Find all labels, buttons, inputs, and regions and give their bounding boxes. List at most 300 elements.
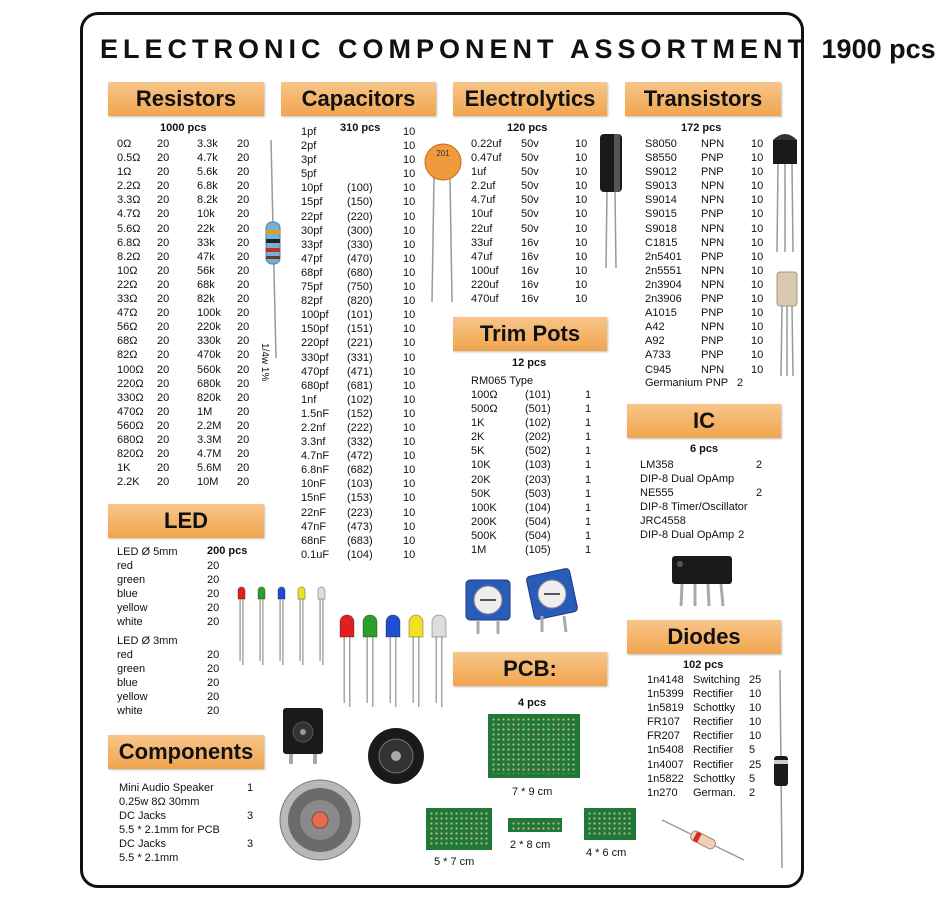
transistor-cell-col3: 10 [751,293,764,306]
trimpot-cell-col3: 1 [585,445,592,458]
rectifier-diode-image [768,670,794,870]
resistor-cell-col1: 100Ω [117,363,144,376]
led-3mm-label: LED Ø 3mm [117,635,178,647]
capacitor-cell-col1: 1pf [301,126,317,138]
resistor-row [117,447,257,461]
diode-cell-col3: 25 [749,758,762,771]
transistor-cell-col1: A42 [645,321,665,334]
capacitor-cell-col1: 22pf [301,210,323,223]
resistor-row [117,137,257,151]
capacitor-cell-col3: 10 [403,196,416,209]
electrolytic-row [471,151,589,165]
trimpot-cell-col1: 20K [471,473,491,486]
resistor-cell-col2: 20 [157,250,170,263]
resistor-cell-col1: 1K [117,462,131,475]
trimpot-cell-col3: 1 [585,501,592,514]
transistor-cell-col1: S9018 [645,222,677,235]
diode-row [647,701,763,715]
resistor-cell-col1: 5.6Ω [117,222,141,235]
dc-jack-pcb-image [275,698,335,768]
resistor-cell-col3: 68k [197,278,215,291]
led-3mm-cell-col1: white [117,705,143,718]
trimpot-cell-col1: 10K [471,459,491,472]
transistor-cell-col1: 2n3904 [645,278,682,291]
resistor-cell-col1: 1Ω [117,166,132,179]
electrolytic-cell-col1: 22uf [471,222,493,235]
resistor-row [117,292,257,306]
resistor-cell-col2: 20 [157,391,170,404]
glass-diode-image [660,812,746,866]
trimpot-cell-col2: (203) [525,473,551,486]
capacitor-cell-col3: 10 [403,351,416,364]
trim-pot-image [460,562,600,642]
electrolytic-cell-col2: 16v [521,293,539,306]
resistor-cell-col3: 680k [197,377,221,390]
electrolytic-cell-col2: 50v [521,208,539,221]
led-5mm-cell-col2: 20 [207,560,220,572]
capacitor-row [301,167,421,181]
component-cell-col2: 1 [247,782,254,794]
diode-cell-col2: German. [693,786,736,799]
electrolytic-row [471,179,589,193]
resistor-row [117,151,257,165]
electrolytic-row [471,278,589,292]
capacitor-row [301,520,421,534]
resistor-cell-col2: 20 [157,194,170,207]
electrolytic-cell-col1: 0.22uf [471,138,502,150]
resistor-row [117,475,257,489]
capacitor-cell-col2: (472) [347,450,373,463]
resistor-cell-col1: 33Ω [117,293,138,306]
capacitor-row [301,506,421,520]
capacitor-row [301,534,421,548]
resistor-row [117,222,257,236]
trimpot-cell-col1: 1M [471,544,487,557]
capacitor-row [301,195,421,209]
pcb-header: PCB: [453,652,607,686]
capacitors-header: Capacitors [281,82,436,116]
resistor-cell-col3: 2.2M [197,419,222,432]
resistor-cell-col3: 3.3k [197,138,218,150]
capacitor-cell-col1: 10nF [301,478,327,491]
capacitor-row [301,224,421,238]
resistor-cell-col2: 20 [157,278,170,291]
diode-cell-col3: 2 [749,786,756,799]
component-cell-col1: Mini Audio Speaker [119,782,214,794]
led-3mm-cell-col2: 20 [207,705,220,718]
led-pcs: 200 pcs [207,545,248,557]
resistor-cell-col4: 20 [237,250,250,263]
led-5mm-2 [386,615,400,707]
trimpot-cell-col1: 200K [471,515,497,528]
led-3mm-row [117,648,227,662]
resistor-cell-col1: 82Ω [117,349,138,362]
led-3mm-cell-col1: red [117,649,133,661]
resistor-cell-col1: 220Ω [117,377,144,390]
title-count: 1900 pcs [821,34,936,64]
capacitor-cell-col2: (820) [347,295,373,308]
transistor-cell-col3: 10 [751,194,764,207]
electrolytic-cell-col3: 10 [575,180,588,193]
transistors-header: Transistors [625,82,781,116]
transistor-cell-col1: S8550 [645,152,677,165]
diode-cell-col2: Rectifier [693,730,734,743]
ic-qty: 2 [756,459,763,471]
resistor-cell-col3: 3.3M [197,433,222,446]
capacitor-cell-col3: 10 [403,393,416,406]
trimpots-type: RM065 Type [471,375,534,387]
transistor-cell-col1: S8050 [645,138,677,150]
resistor-cell-col3: 820k [197,391,221,404]
led-5mm-label: LED Ø 5mm [117,546,178,558]
transistor-cell-col3: 10 [751,307,764,320]
transistor-row [645,250,765,264]
resistor-cell-col4: 20 [237,264,250,277]
capacitor-row [301,449,421,463]
diode-cell-col1: 1n5399 [647,688,684,701]
capacitor-cell-col2: (681) [347,379,373,392]
trimpots-list [471,388,595,557]
trimpot-cell-col3: 1 [585,459,592,472]
transistor-cell-col3: 10 [751,278,764,291]
trimpot-cell-col1: 50K [471,487,491,500]
trimpot-row [471,515,595,529]
capacitor-cell-col3: 10 [403,238,416,251]
diode-cell-col1: 1n5408 [647,744,684,757]
resistor-row [117,334,257,348]
diode-row [647,729,763,743]
capacitor-cell-col1: 1nf [301,393,317,406]
electrolytic-cell-col2: 50v [521,180,539,193]
transistor-cell-col2: NPN [701,264,725,277]
trimpot-cell-col2: (504) [525,515,551,528]
germanium-row [645,376,743,390]
resistor-cell-col3: 470k [197,349,221,362]
resistor-row [117,405,257,419]
component-cell-col1: 0.25w 8Ω 30mm [119,796,200,809]
capacitor-cell-col2: (680) [347,266,373,279]
capacitor-row [301,491,421,505]
transistor-row [645,179,765,193]
trimpot-row [471,473,595,487]
capacitor-row [301,322,421,336]
resistors-pcs: 1000 pcs [160,122,207,134]
electrolytic-cell-col2: 50v [521,138,539,150]
capacitor-cell-col2: (470) [347,252,373,265]
transistor-row [645,222,765,236]
diode-cell-col1: 1n4148 [647,674,684,686]
diode-cell-col3: 10 [749,716,762,729]
capacitor-cell-col1: 2pf [301,140,317,153]
resistor-cell-col1: 47Ω [117,307,138,320]
electrolytic-row [471,207,589,221]
capacitor-cell-col2: (101) [347,309,373,322]
resistor-cell-col1: 4.7Ω [117,208,141,221]
ic-name: JRC4558 [640,515,686,528]
resistor-cell-col1: 560Ω [117,419,144,432]
component-cell-col1: 5.5 * 2.1mm for PCB [119,824,220,837]
capacitor-cell-col1: 30pf [301,224,323,237]
ic-qty: 2 [738,529,745,542]
trimpot-cell-col2: (102) [525,417,551,430]
component-cell-col1: DC Jacks [119,810,167,823]
resistor-row [117,250,257,264]
trimpot-cell-col1: 100Ω [471,389,498,401]
electrolytic-cell-col3: 10 [575,236,588,249]
resistor-row [117,193,257,207]
transistor-cell-col2: PNP [701,335,724,348]
capacitor-cell-col3: 10 [403,154,416,167]
capacitor-cell-col3: 10 [403,126,416,138]
capacitor-cell-col3: 10 [403,534,416,547]
capacitor-cell-col3: 10 [403,140,416,153]
trimpot-cell-col3: 1 [585,529,592,542]
led-5mm-row [117,559,227,573]
component-row [119,837,257,851]
germanium-label: Germanium PNP [645,377,728,389]
diode-cell-col3: 10 [749,730,762,743]
capacitor-cell-col2: (100) [347,182,373,195]
capacitor-cell-col2: (152) [347,407,373,420]
electrolytic-cell-col2: 50v [521,194,539,207]
electrolytic-cell-col1: 47uf [471,250,493,263]
resistor-cell-col4: 20 [237,166,250,179]
electrolytic-cell-col1: 100uf [471,264,499,277]
resistor-cell-col3: 100k [197,307,221,320]
trimpot-row [471,543,595,557]
capacitor-cell-col2 [347,167,403,181]
transistor-cell-col3: 10 [751,138,764,150]
capacitors-pcs: 310 pcs [340,122,381,134]
resistor-row [117,179,257,193]
capacitor-row [301,421,421,435]
transistors-list [645,137,765,377]
resistor-cell-col2: 20 [157,222,170,235]
electrolytic-cell-col3: 10 [575,278,588,291]
transistor-cell-col2: NPN [701,180,725,193]
resistor-cell-col2: 20 [157,180,170,193]
diode-row [647,743,763,757]
capacitor-cell-col1: 470pf [301,365,329,378]
led-3mm-row [117,690,227,704]
dip8-ic-image [668,552,740,610]
transistor-row [645,151,765,165]
diode-cell-col2: Switching [693,674,741,686]
resistor-row [117,461,257,475]
resistor-cell-col2: 20 [157,448,170,461]
led-5mm-row [117,573,227,587]
transistor-cell-col2: NPN [701,194,725,207]
trimpot-cell-col1: 2K [471,431,485,444]
title-text: ELECTRONIC COMPONENT ASSORTMENT [100,34,810,64]
trimpot-cell-col3: 1 [585,431,592,444]
electrolytic-cell-col1: 4.7uf [471,194,496,207]
capacitor-cell-col3: 10 [403,309,416,322]
resistor-cell-col2: 20 [157,236,170,249]
resistor-cell-col4: 20 [237,476,250,489]
electrolytic-cell-col3: 10 [575,208,588,221]
resistor-cell-col2: 20 [157,335,170,348]
component-cell-col1: DC Jacks [119,838,167,851]
resistor-cell-col1: 0.5Ω [117,152,141,165]
capacitor-cell-col1: 6.8nF [301,464,330,477]
led-5mm-0 [340,615,354,707]
resistor-cell-col2: 20 [157,349,170,362]
led-5mm-cell-col1: yellow [117,602,148,615]
resistor-cell-col1: 470Ω [117,405,144,418]
capacitor-row [301,181,421,195]
resistor-cell-col2: 20 [157,363,170,376]
capacitor-cell-col1: 33pf [301,238,323,251]
resistors-list [117,137,257,489]
capacitor-cell-col3: 10 [403,365,416,378]
trimpots-pcs: 12 pcs [512,357,547,369]
resistor-cell-col3: 6.8k [197,180,218,193]
resistor-cell-col2: 20 [157,476,170,489]
transistor-cell-col2: NPN [701,222,725,235]
diode-cell-col1: 1n5819 [647,702,684,715]
led-5mm-3 [409,615,423,707]
electrolytic-cell-col3: 10 [575,222,588,235]
resistor-row [117,264,257,278]
capacitor-cell-col1: 0.1uF [301,548,330,561]
resistor-cell-col1: 0Ω [117,138,132,150]
resistor-spec-note: 1/4w 1% [259,343,270,382]
led-3mm-1 [258,587,265,665]
capacitor-cell-col3: 10 [403,407,416,420]
ic-header: IC [627,404,781,438]
capacitor-cell-col2 [347,125,403,139]
trimpot-cell-col3: 1 [585,487,592,500]
capacitor-cell-col1: 220pf [301,337,329,350]
trimpot-cell-col2: (504) [525,529,551,542]
resistor-row [117,236,257,250]
capacitor-cell-col2: (330) [347,238,373,251]
trimpot-cell-col1: 500Ω [471,403,498,416]
trimpot-cell-col2: (104) [525,501,551,514]
component-row [119,781,257,795]
trimpot-cell-col3: 1 [585,473,592,486]
transistor-cell-col2: PNP [701,208,724,221]
electrolytic-cell-col3: 10 [575,250,588,263]
capacitor-cell-col3: 10 [403,168,416,181]
capacitor-row [301,153,421,167]
pcb-pcs: 4 pcs [518,697,547,709]
resistor-cell-col3: 220k [197,321,221,334]
capacitor-cell-col2: (683) [347,534,373,547]
capacitor-cell-col3: 10 [403,182,416,195]
diode-row [647,786,763,800]
ceramic-capacitor-image [420,140,466,305]
led-3mm-2 [278,587,285,665]
resistor-cell-col3: 82k [197,293,215,306]
electrolytic-cell-col3: 10 [575,138,588,150]
resistor-cell-col1: 6.8Ω [117,236,141,249]
capacitor-cell-col2: (223) [347,506,373,519]
capacitor-cell-col1: 47nF [301,520,327,533]
resistor-cell-col2: 20 [157,377,170,390]
ic-item-0 [640,458,762,472]
component-cell-col2 [247,795,257,809]
transistor-cell-col2: PNP [701,307,724,320]
capacitor-cell-col1: 15nF [301,492,327,505]
transistor-cell-col2: NPN [701,278,725,291]
led-5mm-cell-col2: 20 [207,574,220,587]
resistor-cell-col2: 20 [157,433,170,446]
trimpot-row [471,430,595,444]
transistor-row [645,207,765,221]
resistor-cell-col4: 20 [237,349,250,362]
capacitor-cell-col3: 10 [403,295,416,308]
capacitor-cell-col1: 4.7nF [301,450,330,463]
resistor-cell-col4: 20 [237,405,250,418]
diode-row [647,673,763,687]
resistor-cell-col2: 20 [157,307,170,320]
resistor-cell-col2: 20 [157,293,170,306]
electrolytic-cell-col2: 50v [521,152,539,165]
led-5mm-cell-col1: blue [117,588,138,601]
ic-desc-row [640,528,762,542]
capacitor-cell-col1: 47pf [301,252,323,265]
resistor-row [117,433,257,447]
resistor-row [117,278,257,292]
dc-jack-panel-image [360,720,430,790]
diodes-list [647,673,763,800]
capacitor-cell-col3: 10 [403,478,416,491]
capacitor-cell-col2: (471) [347,365,373,378]
diode-cell-col1: 1n270 [647,786,678,799]
led-3mm-cell-col1: yellow [117,691,148,704]
trimpot-cell-col1: 1K [471,417,485,430]
transistor-cell-col1: S9014 [645,194,677,207]
diode-cell-col1: 1n4007 [647,758,684,771]
trimpot-cell-col2: (101) [525,389,551,401]
resistor-row [117,377,257,391]
ic-desc: DIP-8 Timer/Oscillator [640,501,748,514]
electrolytics-header: Electrolytics [453,82,607,116]
led-header: LED [108,504,264,538]
capacitor-row [301,407,421,421]
resistor-cell-col3: 1M [197,405,213,418]
led-3mm-cell-col1: blue [117,677,138,690]
electrolytic-cell-col2: 50v [521,222,539,235]
electrolytic-cell-col1: 10uf [471,208,493,221]
capacitor-cell-col2: (222) [347,421,373,434]
led-3mm-list [117,648,227,718]
capacitor-cell-col2: (682) [347,464,373,477]
resistor-cell-col3: 33k [197,236,215,249]
diodes-pcs: 102 pcs [683,659,724,671]
electrolytics-pcs: 120 pcs [507,122,548,134]
transistor-cell-col2: NPN [701,363,725,376]
electrolytic-cell-col1: 0.47uf [471,152,502,165]
resistor-cell-col4: 20 [237,307,250,320]
capacitor-cell-col3: 10 [403,224,416,237]
pcb-2x8-image [506,816,564,836]
component-cell-col2: 3 [247,838,254,851]
diode-cell-col3: 10 [749,702,762,715]
electrolytic-row [471,165,589,179]
led-5mm-cell-col2: 20 [207,602,220,615]
trimpot-cell-col3: 1 [585,389,592,401]
transistor-cell-col1: C945 [645,363,672,376]
resistor-cell-col2: 20 [157,405,170,418]
trimpot-row [471,501,595,515]
led-3mm-row [117,676,227,690]
capacitor-row [301,393,421,407]
transistor-cell-col3: 10 [751,349,764,362]
transistor-cell-col3: 10 [751,236,764,249]
